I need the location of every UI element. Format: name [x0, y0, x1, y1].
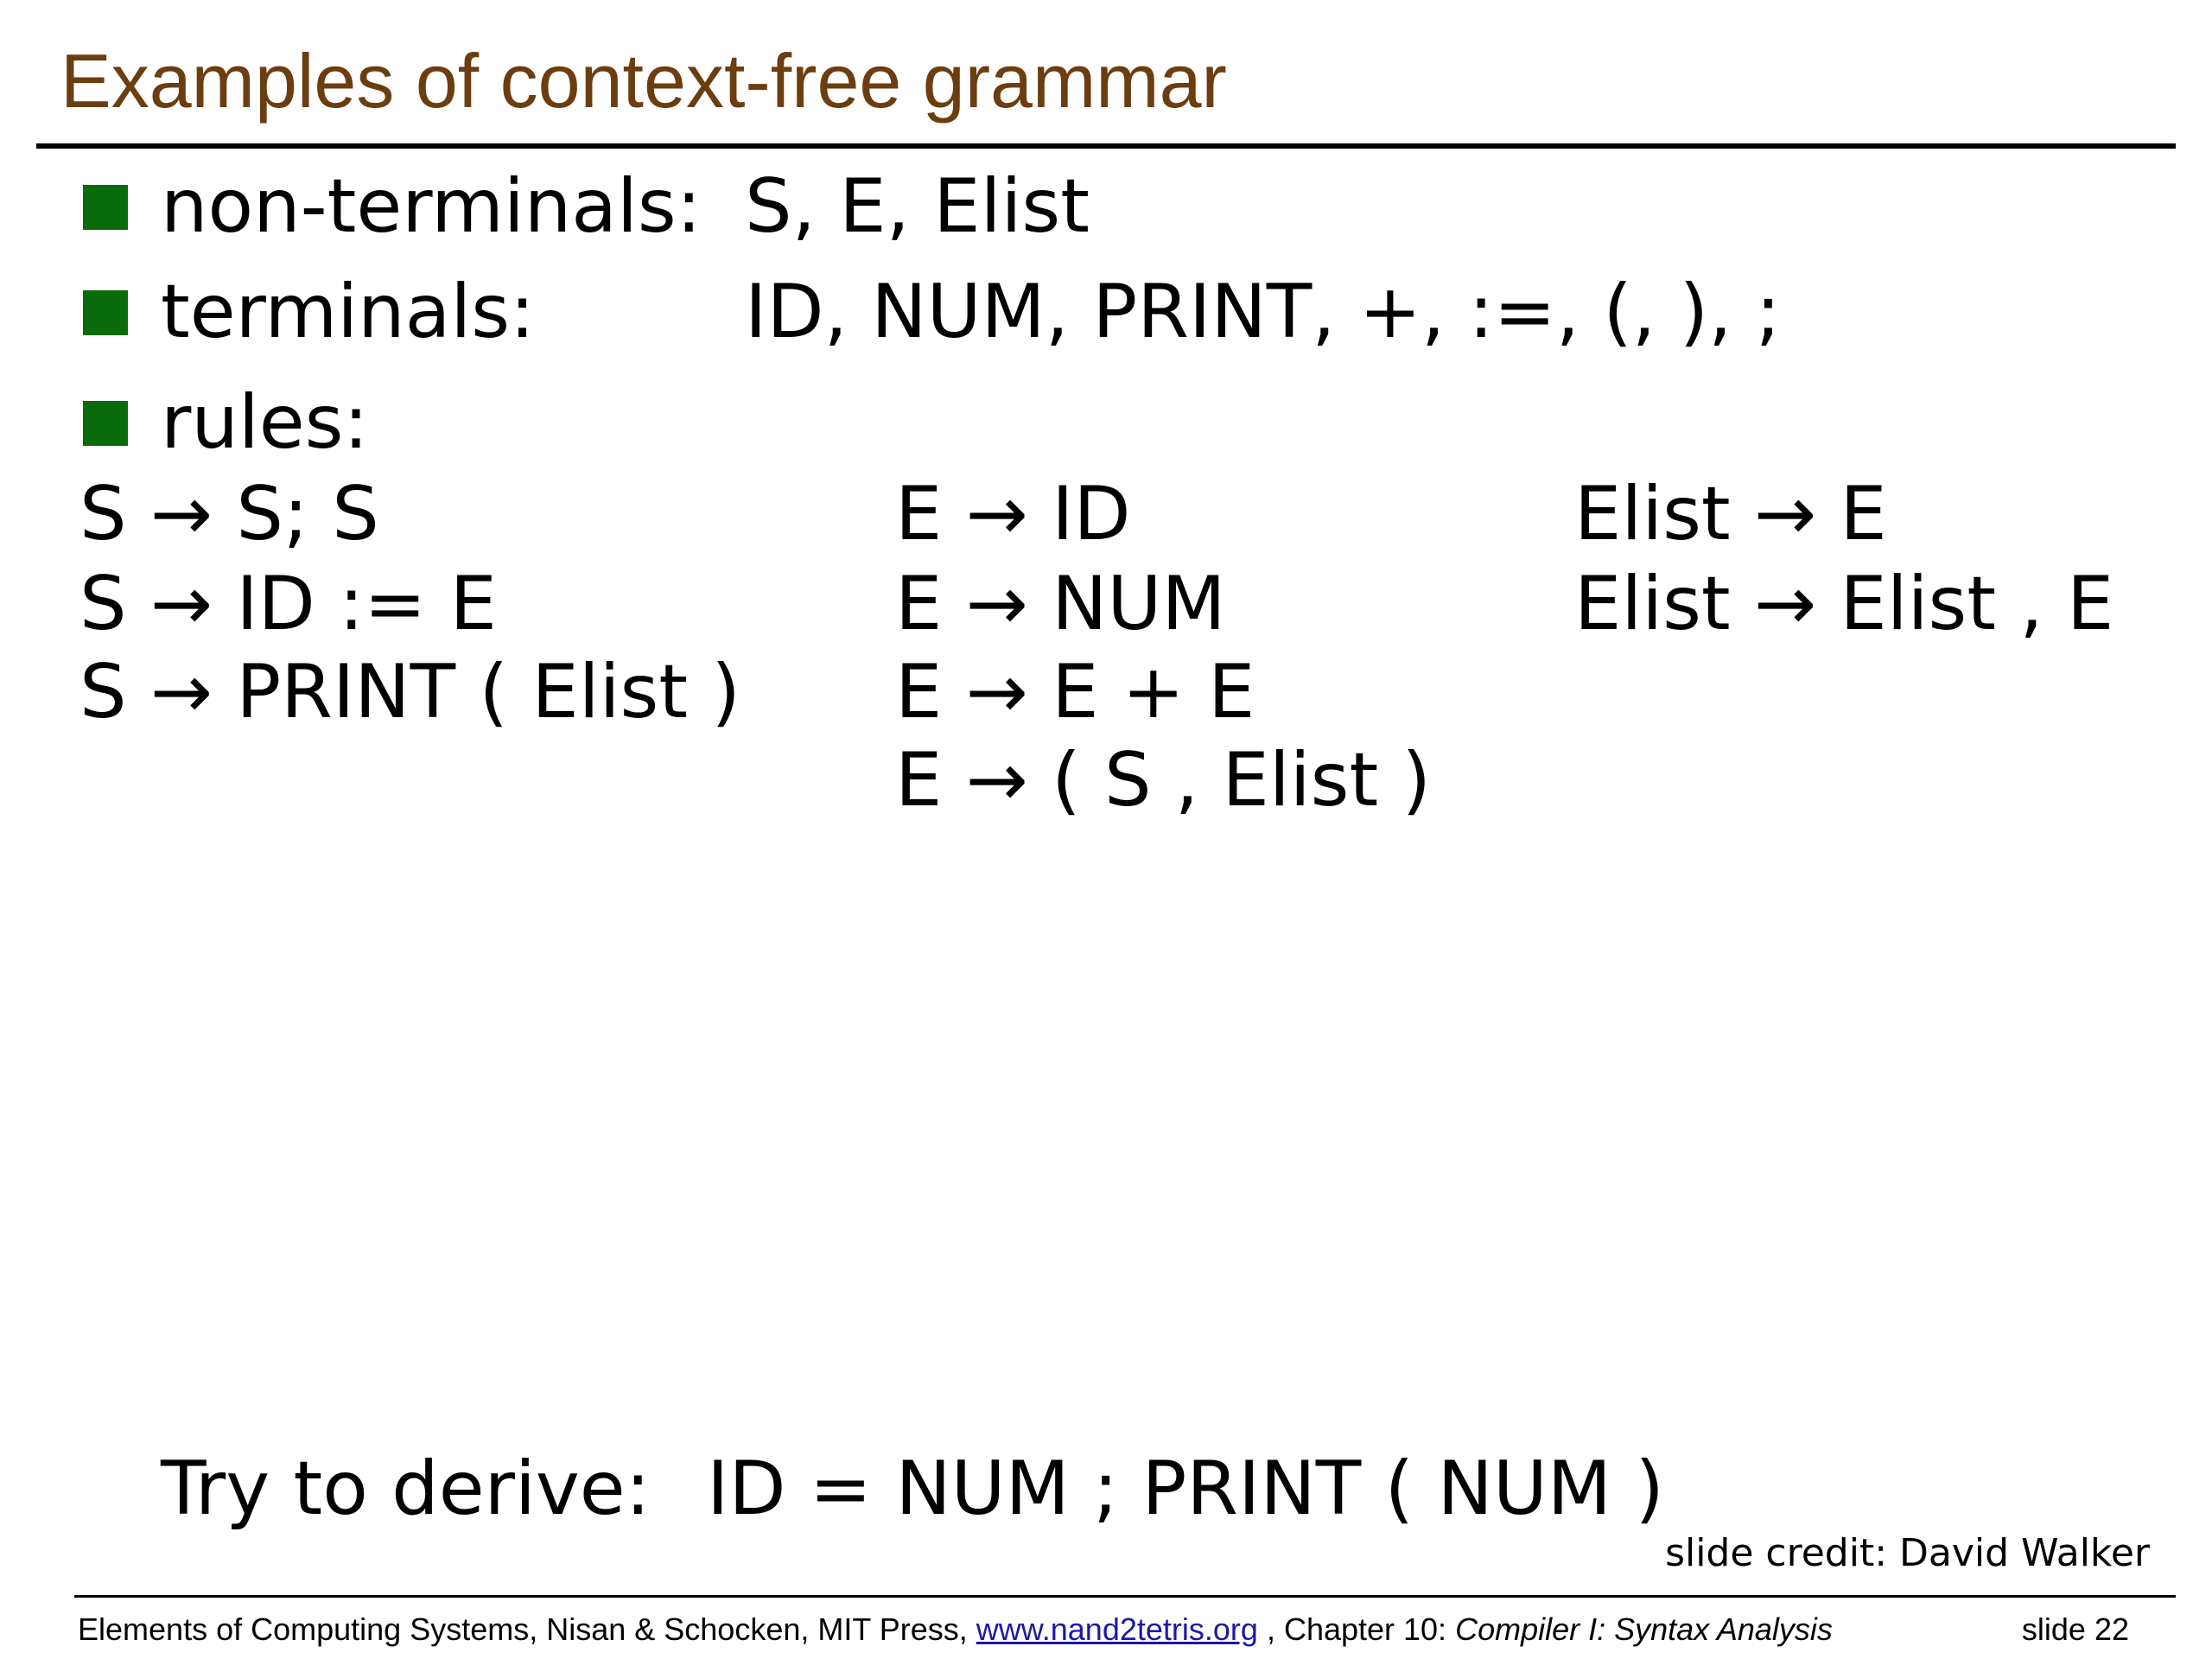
derive-label: Try to derive: — [161, 1446, 651, 1532]
title-divider — [36, 143, 2176, 149]
footer-divider — [74, 1595, 2176, 1598]
bullet-square-icon — [83, 290, 128, 335]
slide-title: Examples of context-free grammar — [60, 38, 1227, 124]
bullet-label: rules: — [161, 379, 369, 466]
bullet-nonterminals — [0, 163, 2212, 264]
footer-chapter: , Chapter 10: — [1266, 1611, 1447, 1647]
bullet-label: non-terminals: — [161, 163, 702, 250]
bullet-square-icon — [83, 401, 128, 446]
footer-text: Elements of Computing Systems, Nisan & Schocken, MIT Press, — [78, 1611, 968, 1647]
bullet-rules — [0, 379, 2212, 480]
bullet-terminals — [0, 269, 2212, 370]
rule-e-num: E → NUM — [895, 561, 1226, 647]
bullet-label: terminals: — [161, 269, 536, 355]
rule-e-id: E → ID — [895, 471, 1131, 557]
rule-s-assign: S → ID := E — [79, 561, 497, 647]
rule-elist-list: Elist → Elist , E — [1574, 561, 2114, 647]
rule-s-seq: S → S; S — [79, 471, 379, 557]
bullet-value: S, E, Elist — [745, 163, 1090, 250]
slide-credit: slide credit: David Walker — [1665, 1531, 2150, 1575]
footer — [78, 1611, 1833, 1647]
slide-number: slide 22 — [2021, 1611, 2129, 1647]
footer-chapter-title: Compiler I: Syntax Analysis — [1455, 1611, 1833, 1647]
derive-expression: ID = NUM ; PRINT ( NUM ) — [707, 1446, 1664, 1532]
rule-e-plus: E → E + E — [895, 649, 1255, 735]
bullet-square-icon — [83, 185, 128, 230]
rule-e-paren: E → ( S , Elist ) — [895, 737, 1432, 823]
footer-link[interactable]: www.nand2tetris.org — [976, 1611, 1258, 1647]
rule-elist-e: Elist → E — [1574, 471, 1887, 557]
rule-s-print: S → PRINT ( Elist ) — [79, 649, 741, 735]
bullet-value: ID, NUM, PRINT, +, :=, (, ), ; — [745, 269, 1781, 355]
